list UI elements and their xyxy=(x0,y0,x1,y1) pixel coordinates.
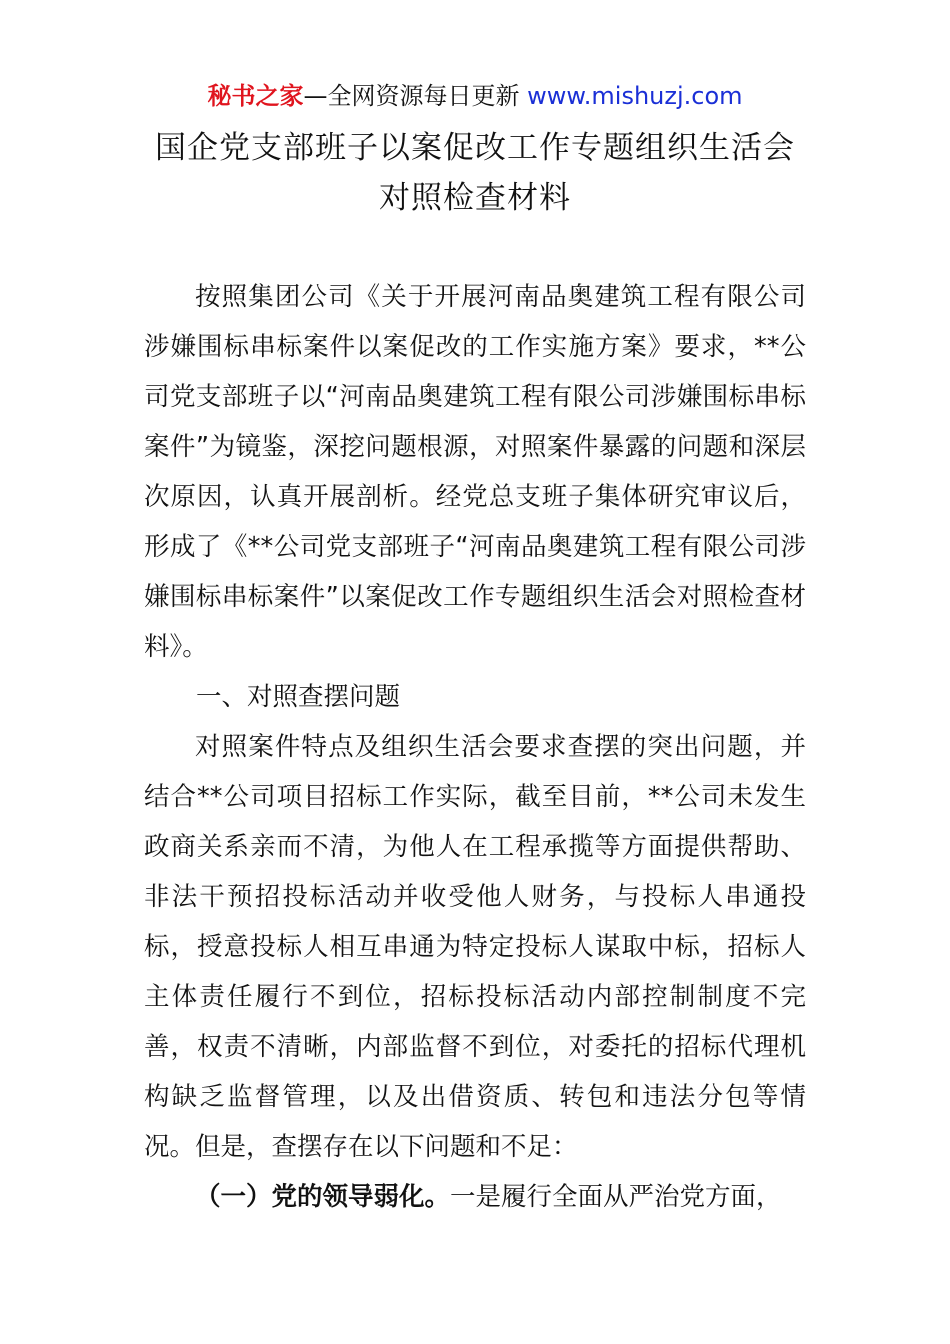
title-line-2: 对照检查材料 xyxy=(379,180,571,216)
title-line-1: 国企党支部班子以案促改工作专题组织生活会 xyxy=(155,130,795,166)
document-title xyxy=(0,123,950,223)
document-body xyxy=(144,272,806,1222)
subsection-1-text: 一是履行全面从严治党方面， xyxy=(450,1182,782,1212)
site-brand: 秘书之家 xyxy=(207,82,304,110)
subsection-1-paragraph xyxy=(144,1172,806,1222)
section-1-heading: 一、对照查摆问题 xyxy=(196,682,401,712)
section-1-paragraph: 对照案件特点及组织生活会要求查摆的突出问题，并结合**公司项目招标工作实际，截至目前，**公司未发生政商关系亲而不清，为他人在工程承揽等方面提供帮助、非法干预招投标活动并收受他人财务，与投标人串通投标，授意投标人相互串通为特定投标人谋取中标，招标人主体责任履行不到位，招标投标活动内部控制制度不完善，权责不清晰，内部监督不到位，对委托的招标代理机构缺乏监督管理，以及出借资质、转包和违法分包等情况。但是，查摆存在以下问题和不足： xyxy=(144,732,806,1162)
site-header xyxy=(0,80,950,112)
subsection-1-heading: （一）党的领导弱化。 xyxy=(195,1182,451,1212)
site-url-link[interactable]: www.mishuzj.com xyxy=(527,82,743,110)
intro-paragraph: 按照集团公司《关于开展河南品奥建筑工程有限公司涉嫌围标串标案件以案促改的工作实施方案》要求，**公司党支部班子以“河南品奥建筑工程有限公司涉嫌围标串标案件”为镜鉴，深挖问题根源，对照案件暴露的问题和深层次原因，认真开展剖析。经党总支班子集体研究审议后，形成了《**公司党支部班子“河南品奥建筑工程有限公司涉嫌围标串标案件”以案促改工作专题组织生活会对照检查材料》。 xyxy=(144,282,806,662)
site-slogan: —全网资源每日更新 xyxy=(303,82,520,110)
